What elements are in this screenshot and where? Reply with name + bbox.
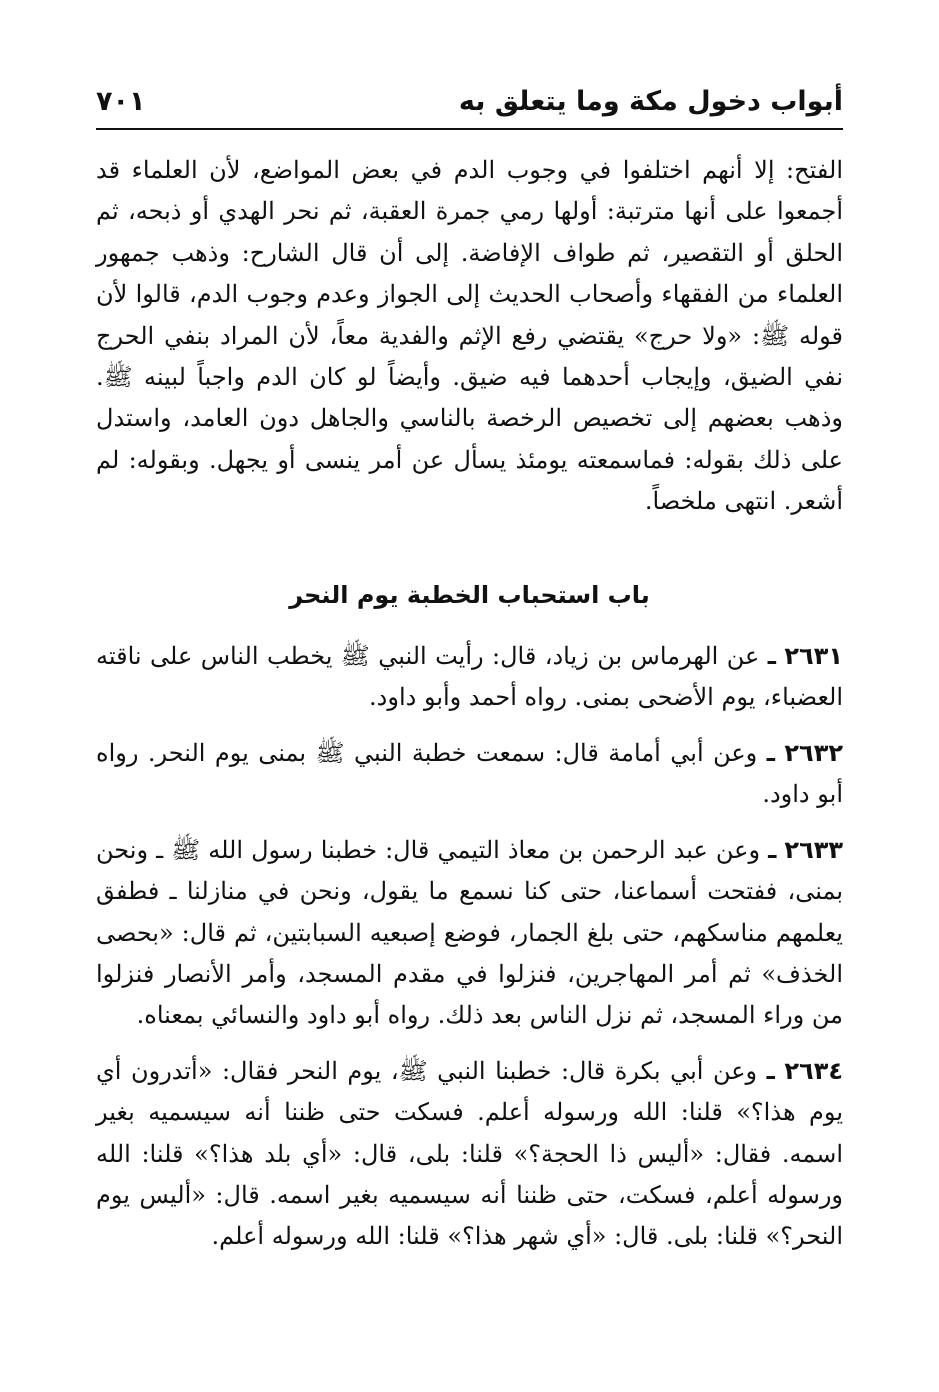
hadith-text: وعن أبي أمامة قال: سمعت خطبة النبي ﷺ بمنى يوم النحر. رواه أبو داود. bbox=[96, 738, 843, 809]
hadith-text: وعن أبي بكرة قال: خطبنا النبي ﷺ، يوم النحر فقال: «أتدرون أي يوم هذا؟» قلنا: الله ورسوله أعلم. فسكت حتى ظننا أنه سيسميه بغير اسمه. فقال: «أليس ذا الحجة؟» قلنا: بلى، قال: «أي بلد هذا؟» قلنا: الله ورسوله أعلم، فسكت، حتى ظننا أنه سيسميه بغير اسمه. قال: «أليس يوم النحر؟» قلنا: بلى. قال: «أي شهر هذا؟» قلنا: الله ورسوله أعلم. bbox=[96, 1056, 843, 1251]
hadith-dash: ـ bbox=[766, 1056, 775, 1085]
hadith-2634 bbox=[96, 1051, 843, 1258]
hadith-2633 bbox=[96, 830, 843, 1037]
intro-paragraph: الفتح: إلا أنهم اختلفوا في وجوب الدم في بعض المواضع، لأن العلماء قد أجمعوا على أنها مترتبة: أولها رمي جمرة العقبة، ثم نحر الهدي أو ذبحه، ثم الحلق أو التقصير، ثم طواف الإفاضة. إلى أن قال الشارح: وذهب جمهور العلماء من الفقهاء وأصحاب الحديث إلى الجواز وعدم وجوب الدم، قالوا لأن قوله ﷺ: «ولا حرج» يقتضي رفع الإثم والفدية معاً، لأن المراد بنفي الحرج نفي الضيق، وإيجاب أحدهما فيه ضيق. وأيضاً لو كان الدم واجباً لبينه ﷺ. وذهب بعضهم إلى تخصيص الرخصة بالناسي والجاهل دون العامد، واستدل على ذلك بقوله: فماسمعته يومئذ يسأل عن أمر ينسى أو يجهل. وبقوله: لم أشعر. انتهى ملخصاً. bbox=[96, 156, 843, 516]
running-header bbox=[96, 82, 843, 130]
hadith-dash: ـ bbox=[768, 835, 777, 864]
hadith-text: عن الهرماس بن زياد، قال: رأيت النبي ﷺ يخطب الناس على ناقته العضباء، يوم الأضحى بمنى. رواه أحمد وأبو داود. bbox=[96, 642, 843, 712]
hadith-text: وعن عبد الرحمن بن معاذ التيمي قال: خطبنا رسول الله ﷺ ـ ونحن بمنى، ففتحت أسماعنا، حتى كنا نسمع ما يقول، ونحن في منازلنا ـ فطفق يعلمهم مناسكهم، حتى بلغ الجمار، فوضع إصبعيه السبابتين، ثم قال: «بحصى الخذف» ثم أمر المهاجرين، فنزلوا في مقدم المسجد، وأمر الأنصار فنزلوا من وراء المسجد، ثم نزل الناس بعد ذلك. رواه أبو داود والنسائي بمعناه. bbox=[96, 835, 843, 1030]
hadith-2632 bbox=[96, 733, 843, 816]
page-number: ٧٠١ bbox=[96, 86, 146, 117]
section-heading: باب استحباب الخطبة يوم النحر bbox=[289, 580, 650, 609]
hadith-dash: ـ bbox=[766, 738, 775, 767]
hadith-number: ٢٦٣١ bbox=[784, 642, 843, 671]
chapter-title: أبواب دخول مكة وما يتعلق به bbox=[458, 86, 843, 117]
page-body bbox=[96, 150, 843, 1272]
hadith-number: ٢٦٣٣ bbox=[784, 835, 844, 864]
hadith-number: ٢٦٣٤ bbox=[784, 1056, 843, 1085]
hadith-2631 bbox=[96, 636, 843, 719]
hadith-number: ٢٦٣٢ bbox=[784, 738, 843, 767]
hadith-dash: ـ bbox=[767, 642, 776, 671]
